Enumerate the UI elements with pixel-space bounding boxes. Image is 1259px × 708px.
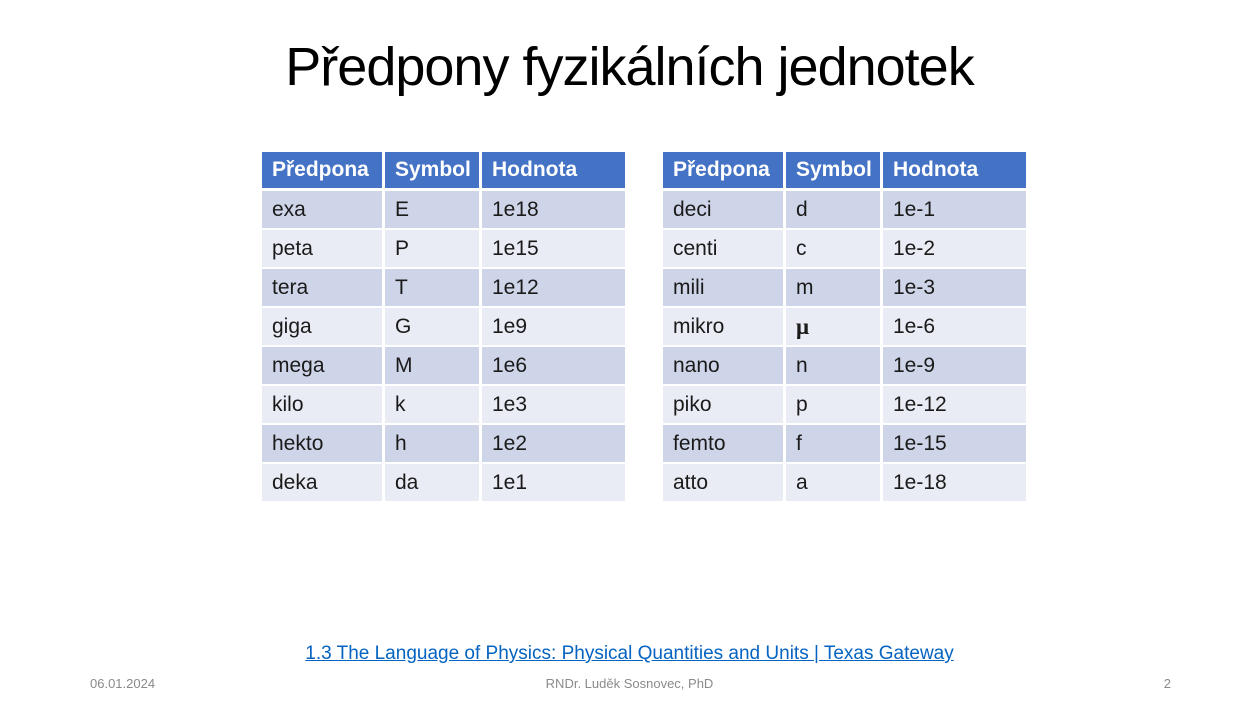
table-cell: tera: [262, 269, 382, 306]
table-cell: M: [385, 347, 479, 384]
table-cell: p: [786, 386, 880, 423]
table-row: [663, 191, 1026, 228]
table-cell: 1e18: [482, 191, 625, 228]
table-row: [262, 386, 625, 423]
reference-link-line: [0, 643, 1259, 665]
table-cell: deci: [663, 191, 783, 228]
table-row: [663, 230, 1026, 267]
table-cell: giga: [262, 308, 382, 345]
column-header-symbol: Symbol: [385, 152, 479, 188]
table-cell: h: [385, 425, 479, 462]
table-cell: 1e6: [482, 347, 625, 384]
table-row: [262, 425, 625, 462]
table-cell: 1e15: [482, 230, 625, 267]
table-cell: piko: [663, 386, 783, 423]
table-cell: 1e9: [482, 308, 625, 345]
table-cell: 1e2: [482, 425, 625, 462]
table-cell: deka: [262, 464, 382, 501]
table-cell: 1e1: [482, 464, 625, 501]
table-cell: da: [385, 464, 479, 501]
table-cell: atto: [663, 464, 783, 501]
table-cell: mikro: [663, 308, 783, 345]
table-cell: a: [786, 464, 880, 501]
table-row: [663, 464, 1026, 501]
column-header-prefix: Předpona: [262, 152, 382, 188]
table-cell: E: [385, 191, 479, 228]
table-cell: kilo: [262, 386, 382, 423]
table-cell: 1e-1: [883, 191, 1026, 228]
table-cell: 1e-2: [883, 230, 1026, 267]
table-header-row: [663, 152, 1026, 188]
column-header-prefix: Předpona: [663, 152, 783, 188]
slide-title: Předpony fyzikálních jednotek: [285, 37, 974, 97]
table-cell: f: [786, 425, 880, 462]
table-cell: 1e-15: [883, 425, 1026, 462]
table-cell: T: [385, 269, 479, 306]
table-cell: hekto: [262, 425, 382, 462]
table-cell: 1e3: [482, 386, 625, 423]
table-cell: m: [786, 269, 880, 306]
table-row: [262, 230, 625, 267]
table-cell: k: [385, 386, 479, 423]
footer-date: 06.01.2024: [90, 676, 156, 691]
table-cell: centi: [663, 230, 783, 267]
column-header-value: Hodnota: [883, 152, 1026, 188]
table-cell: femto: [663, 425, 783, 462]
table-row: [262, 308, 625, 345]
table-cell: 1e-18: [883, 464, 1026, 501]
table-row: [262, 464, 625, 501]
prefix-table-large-units: [262, 152, 625, 503]
table-cell: 1e-3: [883, 269, 1026, 306]
table-row: [262, 269, 625, 306]
table-row: [663, 386, 1026, 423]
table-cell: n: [786, 347, 880, 384]
table-row: [663, 269, 1026, 306]
table-row: [262, 347, 625, 384]
table-row: [663, 425, 1026, 462]
table-row: [663, 308, 1026, 345]
table-cell: mega: [262, 347, 382, 384]
column-header-value: Hodnota: [482, 152, 625, 188]
footer-author: RNDr. Luděk Sosnovec, PhD: [545, 676, 714, 691]
table-cell: 1e-9: [883, 347, 1026, 384]
table-cell: mili: [663, 269, 783, 306]
table-cell: P: [385, 230, 479, 267]
prefix-table-small-units: [663, 152, 1026, 503]
table-cell: 1e-12: [883, 386, 1026, 423]
texas-gateway-link[interactable]: 1.3 The Language of Physics: Physical Quantities and Units | Texas Gateway: [305, 643, 954, 664]
table-row: [262, 191, 625, 228]
column-header-symbol: Symbol: [786, 152, 880, 188]
table-cell: G: [385, 308, 479, 345]
table-cell: μ: [786, 308, 880, 345]
table-cell: nano: [663, 347, 783, 384]
table-cell: peta: [262, 230, 382, 267]
table-header-row: [262, 152, 625, 188]
table-cell: c: [786, 230, 880, 267]
table-cell: 1e12: [482, 269, 625, 306]
table-cell: exa: [262, 191, 382, 228]
table-cell: 1e-6: [883, 308, 1026, 345]
table-row: [663, 347, 1026, 384]
footer-page-number: 2: [1163, 676, 1171, 691]
table-cell: d: [786, 191, 880, 228]
